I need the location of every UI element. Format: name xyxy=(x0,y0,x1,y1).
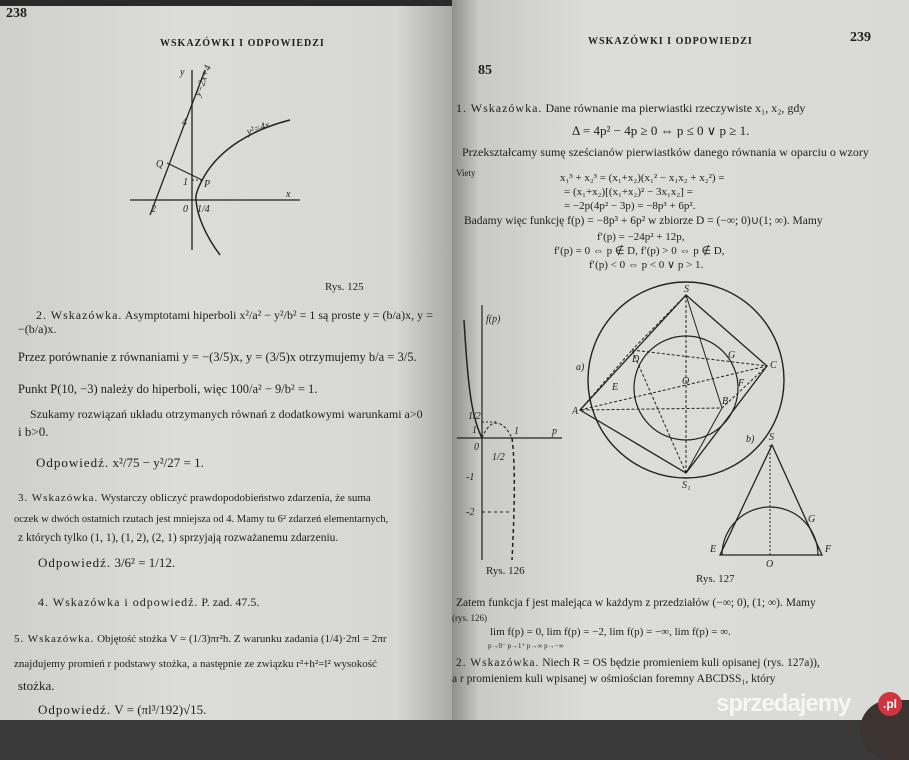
label-bs: S xyxy=(769,432,774,443)
formula-line: f′(p) < 0 ⇔ p < 0 ∨ p > 1. xyxy=(589,259,704,271)
label-zero: 0 xyxy=(183,204,188,215)
label-d: D xyxy=(632,354,640,365)
label-minus-one: -1 xyxy=(466,472,475,483)
label-quarter: 1/4 xyxy=(197,204,210,215)
label-zero: 0 xyxy=(474,442,479,453)
text-line: 3/6² = 1/12. xyxy=(111,555,176,570)
hint-label: 2. Wskazówka. xyxy=(36,308,123,322)
hint-label: 3. Wskazówka. xyxy=(18,492,99,504)
label-fp: f(p) xyxy=(486,314,501,325)
watermark-logo: sprzedajemy xyxy=(716,690,851,717)
formula-line: = (x₁+x₂)[(x₁+x₂)² − 3x₁x₂] = xyxy=(564,186,693,198)
label-s: S xyxy=(684,284,689,295)
text-line: oczek w dwóch ostatnich rzutach jest mniejsza od 4. Mamy tu 6² zdarzeń elementarnych, xyxy=(14,514,389,525)
triangle-section xyxy=(720,445,822,555)
text-line: P. zad. 47.5. xyxy=(198,595,260,609)
running-header: WSKAZÓWKI I ODPOWIEDZI xyxy=(588,36,753,47)
hint-label: 1. Wskazówka. xyxy=(456,101,543,115)
figure-caption: Rys. 126 xyxy=(486,565,525,577)
page-number: 238 xyxy=(6,6,27,21)
label-half-x: 1/2 xyxy=(492,452,505,463)
formula-line: = −2p(4p² − 3p) = −8p³ + 6p². xyxy=(564,200,696,212)
hint-label: 5. Wskazówka. xyxy=(14,633,95,645)
text-line: stożka. xyxy=(18,678,55,693)
formula-line: f′(p) = 0 ⇔ p ∉ D, f′(p) > 0 ⇔ p ∉ D, xyxy=(554,245,725,257)
text-line: Wystarczy obliczyć prawdopodobieństwo zdarzenia, że suma xyxy=(98,492,371,504)
label-one-y: 1 xyxy=(472,425,477,436)
text-line: V = (πl³/192)√15. xyxy=(111,702,207,717)
label-p: p xyxy=(552,426,557,437)
text-line: Przez porównanie z równaniami y = −(3/5)x, y = (3/5)x otrzymujemy b/a = 3/5. xyxy=(18,350,417,364)
figure-127 xyxy=(572,280,872,572)
answer-label: Odpowiedź. xyxy=(38,555,112,570)
problem-number: 85 xyxy=(478,63,492,78)
text-line: Objętość stożka V = (1/3)πr²h. Z warunku zadania (1/4)·2πl = 2πr xyxy=(94,633,387,645)
text-line: Viety xyxy=(456,168,476,178)
text-line: Niech R = OS będzie promieniem kuli opisanej (rys. 127a)), xyxy=(539,657,820,669)
figure-126 xyxy=(452,300,572,565)
figure-caption: Rys. 125 xyxy=(325,281,364,293)
label-be: E xyxy=(710,544,717,555)
label-line: y=2x+4 xyxy=(192,63,214,99)
text-line: Dane równanie ma pierwiastki rzeczywiste x₁, x₂, gdy xyxy=(542,101,806,115)
label-a: a) xyxy=(576,362,585,373)
label-e: E xyxy=(612,382,619,393)
label-one-x: 1 xyxy=(514,426,519,437)
page-number: 239 xyxy=(850,30,871,45)
label-q: Q xyxy=(156,159,164,170)
label-c: C xyxy=(770,360,777,371)
label-y: y xyxy=(180,67,185,78)
text-line: x²/75 − y²/27 = 1. xyxy=(109,455,204,470)
label-b-part: b) xyxy=(746,434,755,445)
text-line: Δ = 4p² − 4p ≥ 0 ⇔ p ≤ 0 ∨ p ≥ 1. xyxy=(572,123,750,138)
right-page xyxy=(452,0,909,720)
formula-line: f′(p) = −24p² + 12p, xyxy=(597,231,685,243)
running-header: WSKAZÓWKI I ODPOWIEDZI xyxy=(160,38,325,49)
text-line: Przekształcamy sumę sześcianów pierwiastków danego równania w oparciu o wzory xyxy=(462,145,869,159)
hint-label: 4. Wskazówka i odpowiedź. xyxy=(38,595,199,609)
formula-line: x₁³ + x₂³ = (x₁+x₂)(x₁² − x₁x₂ + x₂²) = xyxy=(560,172,725,184)
text-line: a r promieniem kuli wpisanej w ośmiościan foremny ABCDSS₁, który xyxy=(452,673,776,685)
text-line: Zatem funkcja f jest malejąca w każdym z przedziałów (−∞; 0), (1; ∞). Mamy xyxy=(456,597,816,609)
label-parabola: y²=4x xyxy=(245,119,272,138)
hint-label: 2. Wskazówka. xyxy=(456,657,540,669)
text-line: Punkt P(10, −3) należy do hiperboli, więc 100/a² − 9/b² = 1. xyxy=(18,382,318,396)
text-line: Badamy więc funkcję f(p) = −8p³ + 6p² w zbiorze D = (−∞; 0)∪(1; ∞). Mamy xyxy=(464,215,823,227)
text-line: Szukamy rozwiązań układu otrzymanych równań z dodatkowymi warunkami a>0 xyxy=(30,407,423,421)
label-a-vertex: A xyxy=(572,406,579,417)
formula-line: lim f(p) = 0, lim f(p) = −2, lim f(p) = −∞, lim f(p) = ∞. xyxy=(490,626,731,638)
label-four: 4 xyxy=(182,117,187,128)
curve-middle xyxy=(482,423,512,438)
label-s1: S₁ xyxy=(682,480,691,491)
answer-label: Odpowiedź. xyxy=(36,455,110,470)
label-b: B xyxy=(722,396,729,407)
label-p: P xyxy=(204,179,211,190)
text-line: z których tylko (1, 1), (1, 2), (2, 1) sprzyjają rozważanemu zdarzeniu. xyxy=(18,532,339,544)
figure-caption: Rys. 127 xyxy=(696,573,735,585)
text-line: znajdujemy promień r podstawy stożka, a następnie ze związku r²+h²=l² wysokość xyxy=(14,658,377,670)
label-o: O xyxy=(682,376,690,387)
page-edge-shadow xyxy=(0,0,452,6)
label-two: 2 xyxy=(151,204,156,215)
curve-right xyxy=(512,438,514,560)
text-line: i b>0. xyxy=(18,424,49,439)
label-bg: G xyxy=(808,514,816,525)
label-minus-two: -2 xyxy=(466,507,475,518)
label-bf: F xyxy=(825,544,832,555)
label-x: x xyxy=(286,189,291,200)
label-half-y: 1/2 xyxy=(468,411,481,422)
label-bo: O xyxy=(766,559,774,570)
label-f: F xyxy=(738,378,745,389)
watermark-badge: .pl xyxy=(878,692,902,716)
formula-subscripts: p→0⁻ p→1⁺ p→∞ p→−∞ xyxy=(488,642,564,650)
label-g: G xyxy=(728,350,736,361)
text-line: Asymptotami hiperboli x²/a² − y²/b² = 1 są proste y = (b/a)x, y = −(b/a)x. xyxy=(18,308,433,336)
text-line: (rys. 126) xyxy=(452,613,487,623)
figure-125 xyxy=(120,55,320,265)
answer-label: Odpowiedź. xyxy=(38,702,112,717)
label-one: 1 xyxy=(183,177,188,188)
left-page xyxy=(0,0,452,720)
